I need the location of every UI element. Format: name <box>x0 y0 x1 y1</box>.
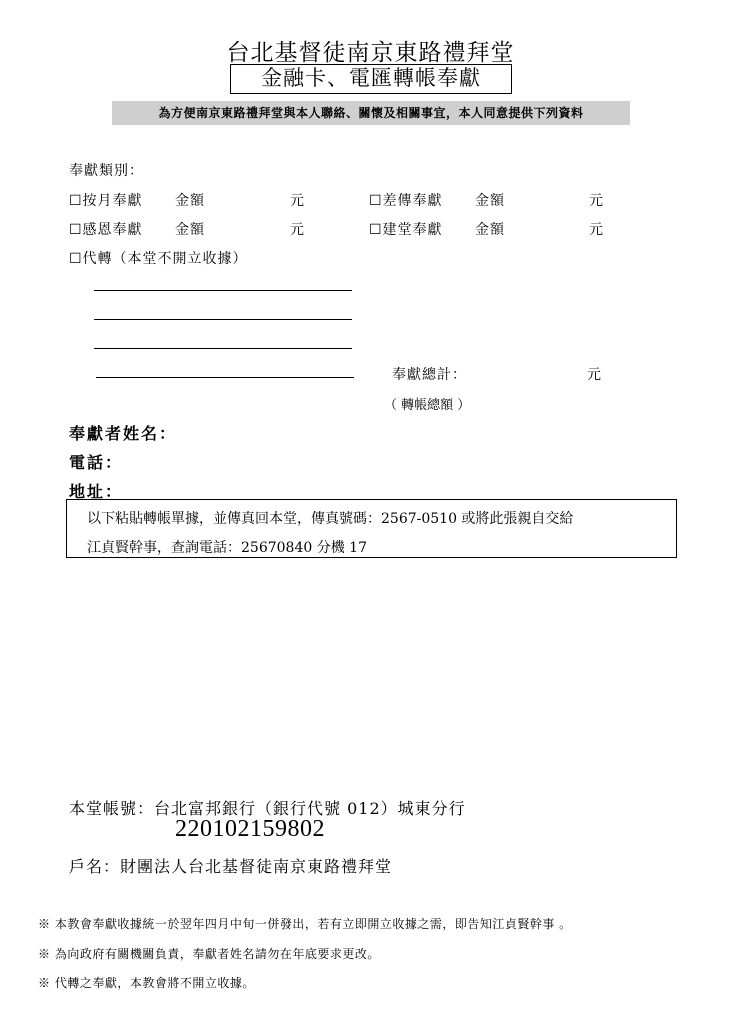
bank-account-line: 本堂帳號：台北富邦銀行（銀行代號 012）城東分行 <box>69 799 466 818</box>
currency-mission: 元 <box>589 193 604 209</box>
blank-line-3[interactable] <box>94 348 352 349</box>
amount-label-building: 金額 <box>475 222 505 238</box>
option-proxy[interactable]: ☐代轉（本堂不開立收據） <box>69 251 248 267</box>
form-title: 金融卡、電匯轉帳奉獻 <box>230 64 512 94</box>
amount-label-thanksgiving: 金額 <box>175 222 205 238</box>
option-monthly[interactable]: ☐按月奉獻 <box>69 193 143 209</box>
donor-name-label: 奉獻者姓名： <box>69 424 178 443</box>
currency-thanksgiving: 元 <box>290 222 305 238</box>
amount-label-mission: 金額 <box>475 193 505 209</box>
account-number: 220102159802 <box>175 816 325 842</box>
instruction-line-1: 以下粘貼轉帳單據，並傳真回本堂，傳真號碼：2567-0510 或將此張親自交給 <box>87 511 574 527</box>
offering-category-label: 奉獻類別： <box>69 163 144 179</box>
account-holder: 戶名：財團法人台北基督徒南京東路禮拜堂 <box>69 857 393 876</box>
currency-building: 元 <box>589 222 604 238</box>
total-label: 奉獻總計： <box>392 367 467 383</box>
footnote-1: ※ 本教會奉獻收據統一於翌年四月中旬一併發出，若有立即開立收據之需，即告知江貞賢幹事 。 <box>38 917 572 931</box>
option-thanksgiving[interactable]: ☐感恩奉獻 <box>69 222 143 238</box>
footnote-3: ※ 代轉之奉獻，本教會將不開立收據。 <box>38 976 255 990</box>
instruction-line-2: 江貞賢幹事，查詢電話：25670840 分機 17 <box>87 540 367 556</box>
footnote-2: ※ 為向政府有關機關負責，奉獻者姓名請勿在年底要求更改。 <box>38 947 380 961</box>
blank-line-4[interactable] <box>96 377 354 378</box>
amount-label-monthly: 金額 <box>175 193 205 209</box>
phone-label: 電話： <box>69 453 124 472</box>
blank-line-2[interactable] <box>94 319 352 320</box>
option-building[interactable]: ☐建堂奉獻 <box>369 222 443 238</box>
option-mission[interactable]: ☐差傳奉獻 <box>369 193 443 209</box>
consent-statement: 為方便南京東路禮拜堂與本人聯絡、關懷及相關事宜，本人同意提供下列資料 <box>112 101 630 125</box>
total-currency: 元 <box>587 367 602 383</box>
instruction-box <box>66 499 677 558</box>
total-sub-label: （ 轉帳總額 ） <box>384 398 471 413</box>
address-label: 地址： <box>69 482 124 501</box>
church-name: 台北基督徒南京東路禮拜堂 <box>226 40 515 66</box>
blank-line-1[interactable] <box>94 290 352 291</box>
currency-monthly: 元 <box>290 193 305 209</box>
